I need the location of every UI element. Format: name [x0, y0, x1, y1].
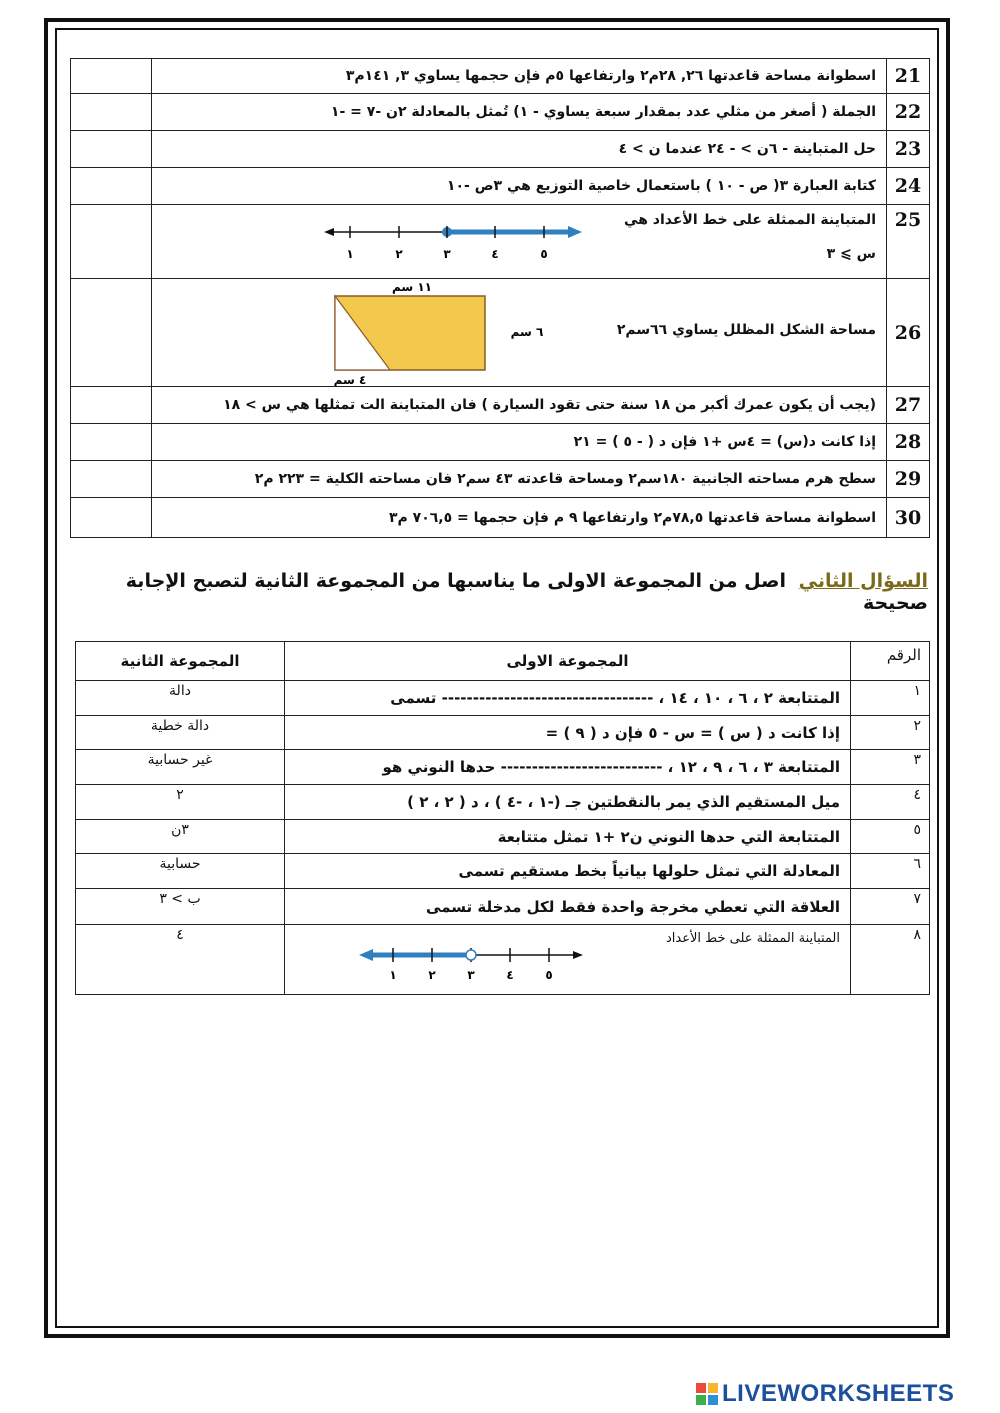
- tick-label: ٢: [395, 246, 403, 261]
- question-number: 25: [887, 205, 930, 279]
- liveworksheets-logo-icon: [696, 1383, 718, 1405]
- group2-item[interactable]: ٣ن: [76, 820, 285, 854]
- table-row: [71, 59, 930, 94]
- answer-cell[interactable]: [71, 59, 152, 94]
- row-number: ١: [851, 681, 930, 716]
- answer-cell[interactable]: [71, 205, 152, 279]
- tick-label: ٥: [540, 246, 548, 261]
- tick-label: ١: [389, 968, 397, 982]
- matching-table: [75, 641, 930, 995]
- question-number: 23: [887, 131, 930, 168]
- table-row: [76, 889, 930, 925]
- question-text: (يجب أن يكون عمرك أكبر من ١٨ سنة حتى تقود السيارة ) فان المتباينة الت تمثلها هي س > ١٨: [152, 387, 887, 424]
- group1-item-text: المتباينة الممثلة على خط الأعداد: [665, 931, 840, 946]
- row-number: ٧: [851, 889, 930, 925]
- group2-item[interactable]: ٤: [76, 925, 285, 995]
- figure-bottom-label: ٤ سم: [333, 372, 367, 386]
- answer-cell[interactable]: [71, 461, 152, 498]
- group2-item[interactable]: دالة خطية: [76, 716, 285, 750]
- table-row: [76, 785, 930, 820]
- column-header-group2: المجموعة الثانية: [76, 642, 285, 681]
- group1-item: العلاقة التي تعطي مخرجة واحدة فقط لكل مدخلة تسمى: [285, 889, 851, 925]
- section-heading: [68, 570, 928, 614]
- column-header-number: الرقم: [851, 642, 930, 681]
- row-number: ٦: [851, 854, 930, 889]
- arrow-right-icon: [568, 226, 582, 238]
- arrow-right-icon: [573, 951, 583, 959]
- question-number: 29: [887, 461, 930, 498]
- question-text: سطح هرم مساحته الجانبية ١٨٠سم٢ ومساحة قاعدته ٤٣ سم٢ فان مساحته الكلية = ٢٢٣ م٢: [152, 461, 887, 498]
- question-text: اسطوانة مساحة قاعدتها ٧٨,٥م٢ وارتفاعها ٩ م فإن حجمها = ٧٠٦,٥ م٣: [152, 498, 887, 538]
- answer-cell[interactable]: [71, 387, 152, 424]
- column-header-group1: المجموعة الاولى: [285, 642, 851, 681]
- table-row: [71, 205, 930, 279]
- table-row: [76, 716, 930, 750]
- question-text: كتابة العبارة ٣( ص - ١٠ ) باستعمال خاصية التوزيع هي ٣ص -١٠: [152, 168, 887, 205]
- question-text-line1: المتباينة الممثلة على خط الأعداد هي: [624, 211, 876, 228]
- figure-side-label: ٦ سم: [510, 324, 544, 339]
- table-row: [76, 925, 930, 995]
- group2-item[interactable]: حسابية: [76, 854, 285, 889]
- question-text: [152, 279, 887, 387]
- question-number: 24: [887, 168, 930, 205]
- true-false-table: [70, 58, 930, 538]
- question-number: 21: [887, 59, 930, 94]
- row-number: ٤: [851, 785, 930, 820]
- question-text: حل المتباينة - ٦ن > - ٢٤ عندما ن > ٤: [152, 131, 887, 168]
- answer-cell[interactable]: [71, 498, 152, 538]
- table-row: [71, 279, 930, 387]
- table-row: [71, 94, 930, 131]
- tick-label: ٣: [467, 968, 475, 982]
- question-text-line1: مساحة الشكل المظلل يساوي ٦٦سم٢: [616, 321, 876, 338]
- arrow-left-icon: [324, 228, 334, 236]
- question-number: 27: [887, 387, 930, 424]
- question-text: [152, 205, 887, 279]
- arrow-left-icon: [359, 949, 373, 961]
- group1-item: المتتابعة ٣ ، ٦ ، ٩ ، ١٢ ، -------------------------- حدها النوني هو: [285, 750, 851, 785]
- group1-item: المعادلة التي تمثل حلولها بيانياً بخط مستقيم تسمى: [285, 854, 851, 889]
- question-number: 26: [887, 279, 930, 387]
- answer-cell[interactable]: [71, 94, 152, 131]
- footer-brand: [696, 1380, 954, 1408]
- table-row: [76, 854, 930, 889]
- row-number: ٨: [851, 925, 930, 995]
- group1-item: [285, 925, 851, 995]
- table-row: [71, 131, 930, 168]
- section-label: السؤال الثاني: [798, 570, 928, 592]
- table-row: [71, 424, 930, 461]
- tick-label: ٣: [443, 246, 451, 261]
- group1-item: المتتابعة التي حدها النوني ن٢ +١ تمثل متتابعة: [285, 820, 851, 854]
- answer-cell[interactable]: [71, 131, 152, 168]
- question-number: 30: [887, 498, 930, 538]
- header-row: [76, 642, 930, 681]
- answer-cell[interactable]: [71, 424, 152, 461]
- group1-item: إذا كانت د ( س ) = س - ٥ فإن د ( ٩ ) =: [285, 716, 851, 750]
- tick-label: ٥: [545, 968, 553, 982]
- shaded-figure: [322, 278, 552, 386]
- number-line: [357, 933, 587, 983]
- tick-label: ٤: [506, 968, 514, 982]
- group2-item[interactable]: ٢: [76, 785, 285, 820]
- group2-item[interactable]: دالة: [76, 681, 285, 716]
- brand-name: LIVEWORKSHEETS: [722, 1380, 955, 1407]
- question-text: اسطوانة مساحة قاعدتها ٢٦, ٢٨م٢ وارتفاعها ٥م فإن حجمها يساوي ٣, ١٤١م٣: [152, 59, 887, 94]
- section-instruction: اصل من المجموعة الاولى ما يناسبها من المجموعة الثانية لتصبح الإجابة صحيحة: [125, 570, 928, 614]
- tick-label: ٤: [491, 246, 499, 261]
- tick-label: ٢: [428, 968, 436, 982]
- table-row: [71, 387, 930, 424]
- table-row: [71, 461, 930, 498]
- number-line: [322, 216, 592, 262]
- answer-cell[interactable]: [71, 279, 152, 387]
- table-row: [71, 498, 930, 538]
- question-text: الجملة ( أصغر من مثلي عدد بمقدار سبعة يساوي - ١) تُمثل بالمعادلة ٢ن -٧ = -١: [152, 94, 887, 131]
- question-text: إذا كانت د(س) = ٤س +١ فإن د ( - ٥ ) = ٢١: [152, 424, 887, 461]
- row-number: ٣: [851, 750, 930, 785]
- table-row: [76, 681, 930, 716]
- open-point: [466, 950, 476, 960]
- question-number: 28: [887, 424, 930, 461]
- question-text-line2: س ⩾ ٣: [826, 245, 876, 262]
- table-row: [71, 168, 930, 205]
- group2-item[interactable]: غير حسابية: [76, 750, 285, 785]
- group1-item: المتتابعة ٢ ، ٦ ، ١٠ ، ١٤ ، ---------------------------------- تسمى: [285, 681, 851, 716]
- answer-cell[interactable]: [71, 168, 152, 205]
- figure-top-label: ١١ سم: [391, 279, 433, 294]
- group2-item[interactable]: ب > ٣: [76, 889, 285, 925]
- table-row: [76, 820, 930, 854]
- row-number: ٢: [851, 716, 930, 750]
- table-row: [76, 750, 930, 785]
- question-number: 22: [887, 94, 930, 131]
- group1-item: ميل المستقيم الذي يمر بالنقطتين جـ (-١ ، -٤ ) ، د ( ٢ ، ٢ ): [285, 785, 851, 820]
- tick-label: ١: [346, 246, 354, 261]
- row-number: ٥: [851, 820, 930, 854]
